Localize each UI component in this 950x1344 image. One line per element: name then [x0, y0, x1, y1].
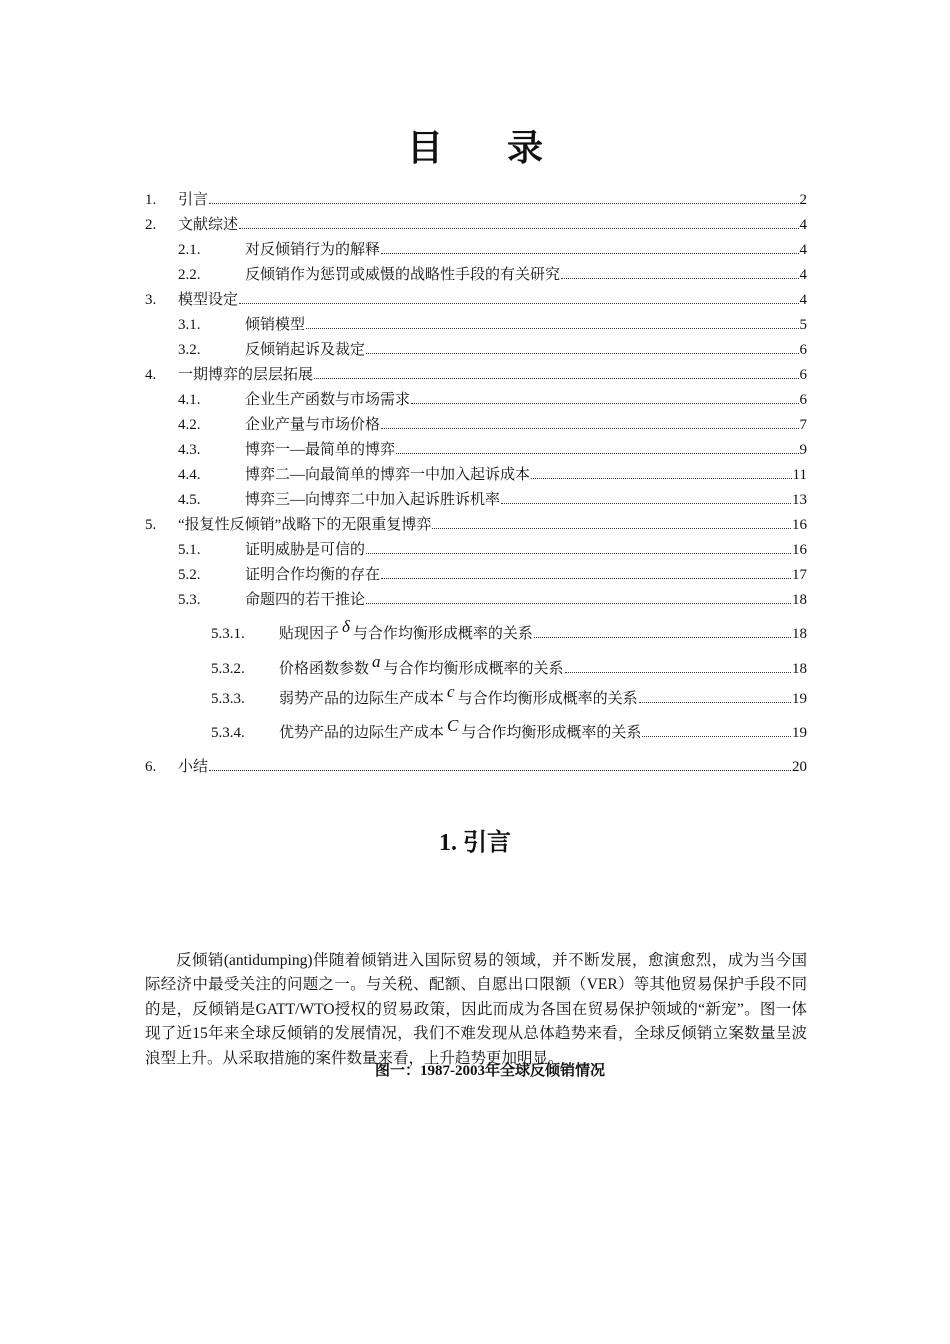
toc-entry[interactable]	[145, 388, 807, 413]
toc-entry[interactable]	[145, 263, 807, 288]
toc-entry-number: 2.	[145, 217, 157, 233]
toc-entry-number: 4.4.	[178, 467, 201, 483]
toc-title-char-2: 录	[507, 128, 544, 168]
toc-entry[interactable]	[145, 513, 807, 538]
toc-entry[interactable]	[145, 338, 807, 363]
toc-entry-label: 博弈三—向博弈二中加入起诉胜诉机率	[245, 492, 501, 508]
toc-entry[interactable]	[145, 413, 807, 438]
label-text: 与合作均衡形成概率的关系	[457, 691, 638, 707]
toc-entry[interactable]	[145, 363, 807, 388]
toc-entry-page: 4	[799, 242, 807, 258]
toc-entry-number: 3.1.	[178, 317, 201, 333]
toc-entry-label: 引言	[178, 192, 209, 208]
dot-leader	[209, 769, 791, 771]
toc-entry-number: 5.3.1.	[211, 626, 245, 642]
toc-entry-number: 6.	[145, 759, 157, 775]
section-heading: 1. 引言	[439, 830, 511, 856]
toc-entry-number: 5.3.4.	[211, 725, 245, 741]
toc-entry[interactable]	[145, 438, 807, 463]
toc-entry-number: 4.3.	[178, 442, 201, 458]
dot-leader	[239, 302, 798, 304]
toc-entry[interactable]	[145, 313, 807, 338]
toc-entry-label: 文献综述	[178, 217, 239, 233]
dot-leader	[501, 502, 791, 504]
toc-entry-page: 11	[792, 467, 807, 483]
toc-entry-label: 反倾销作为惩罚或威慑的战略性手段的有关研究	[245, 267, 561, 283]
dot-leader	[531, 477, 792, 479]
toc-entry-page: 4	[799, 267, 807, 283]
dot-leader	[565, 671, 791, 673]
toc-entry-label	[279, 682, 638, 712]
toc-entry-number: 5.3.3.	[211, 691, 245, 707]
toc-entry-label	[279, 714, 641, 751]
toc-entry-page: 2	[799, 192, 807, 208]
dot-leader	[239, 227, 798, 229]
toc-title	[0, 120, 950, 171]
toc-entry-page: 5	[799, 317, 807, 333]
label-text: 优势产品的边际生产成本	[279, 725, 445, 741]
toc-entry-label: 命题四的若干推论	[245, 592, 366, 608]
toc-entry-page: 18	[792, 592, 807, 608]
toc-entry[interactable]	[145, 615, 807, 650]
toc-entry[interactable]	[145, 714, 807, 749]
toc-entry-number: 2.2.	[178, 267, 201, 283]
toc-entry-label: 博弈一—最简单的博弈	[245, 442, 396, 458]
toc-entry[interactable]	[145, 682, 807, 710]
toc-entry-page: 18	[792, 626, 807, 642]
dot-leader	[306, 327, 798, 329]
label-text: 与合作均衡形成概率的关系	[352, 626, 533, 642]
toc-entry[interactable]	[145, 755, 807, 780]
toc-entry-page: 18	[792, 661, 807, 677]
toc-entry-number: 4.	[145, 367, 157, 383]
toc-entry-number: 4.2.	[178, 417, 201, 433]
math-variable: a	[372, 652, 381, 671]
toc-entry-page: 19	[792, 725, 807, 741]
dot-leader	[366, 552, 791, 554]
toc-entry-label: 证明威胁是可信的	[245, 542, 366, 558]
label-text: 与合作均衡形成概率的关系	[383, 661, 564, 677]
label-text: 弱势产品的边际生产成本	[279, 691, 445, 707]
toc-entry[interactable]	[145, 650, 807, 685]
toc-entry[interactable]	[145, 213, 807, 238]
label-text: 与合作均衡形成概率的关系	[461, 725, 642, 741]
toc-entry-label: 企业生产函数与市场需求	[245, 392, 411, 408]
toc-entry-label: 对反倾销行为的解释	[245, 242, 381, 258]
dot-leader	[366, 352, 798, 354]
toc-entry-label: 证明合作均衡的存在	[245, 567, 381, 583]
dot-leader	[639, 701, 791, 703]
toc-entry-number: 5.1.	[178, 542, 201, 558]
dot-leader	[381, 427, 798, 429]
toc-entry-page: 6	[799, 367, 807, 383]
toc-entry-label	[279, 615, 533, 652]
dot-leader	[381, 577, 791, 579]
toc-entry-page: 13	[792, 492, 807, 508]
dot-leader	[381, 252, 798, 254]
dot-leader	[366, 602, 791, 604]
toc-entry-page: 6	[799, 342, 807, 358]
toc-entry-number: 5.3.	[178, 592, 201, 608]
toc-entry[interactable]	[145, 188, 807, 213]
toc-entry-page: 9	[799, 442, 807, 458]
toc-entry-number: 3.2.	[178, 342, 201, 358]
toc-entry-page: 7	[799, 417, 807, 433]
toc-entry-number: 5.3.2.	[211, 661, 245, 677]
toc-title-char-1: 目	[406, 128, 443, 168]
dot-leader	[314, 377, 798, 379]
toc-entry[interactable]	[145, 563, 807, 588]
label-text: 价格函数参数	[279, 661, 370, 677]
dot-leader	[209, 202, 798, 204]
toc-entry-number: 4.5.	[178, 492, 201, 508]
toc-entry[interactable]	[145, 288, 807, 313]
toc-entry-label: 小结	[178, 759, 209, 775]
toc-entry-page: 20	[792, 759, 807, 775]
toc-entry[interactable]	[145, 588, 807, 613]
toc-entry-page: 4	[799, 217, 807, 233]
dot-leader	[642, 735, 791, 737]
toc-entry-label	[279, 650, 564, 687]
toc-entry-page: 19	[792, 691, 807, 707]
math-variable: c	[447, 682, 455, 701]
toc-entry-label: 企业产量与市场价格	[245, 417, 381, 433]
toc-entry-number: 1.	[145, 192, 157, 208]
toc-entry-label: 模型设定	[178, 292, 239, 308]
toc-entry-label: 倾销模型	[245, 317, 306, 333]
toc-entry-page: 17	[792, 567, 807, 583]
label-text: 贴现因子	[279, 626, 340, 642]
toc-entry-page: 4	[799, 292, 807, 308]
toc-entry-label: 一期博弈的层层拓展	[178, 367, 314, 383]
toc-entry-number: 5.	[145, 517, 157, 533]
dot-leader	[396, 452, 798, 454]
toc-entry-label: “报复性反倾销”战略下的无限重复博弈	[178, 517, 432, 533]
math-variable: δ	[342, 617, 350, 636]
toc-entry-page: 6	[799, 392, 807, 408]
table-of-contents	[145, 188, 807, 780]
toc-entry[interactable]	[145, 488, 807, 513]
body-paragraph: 反倾销(antidumping)伴随着倾销进入国际贸易的领域，并不断发展，愈演愈烈，成为当今国际经济中最受关注的问题之一。与关税、配额、自愿出口限额（VER）等其他贸易保护手段不同的是，反倾销是GATT/WTO授权的贸易政策，因此而成为各国在贸易保护领域的“新宠”。图一体现了近15年来全球反倾销的发展情况，我们不难发现从总体趋势来看，全球反倾销立案数量呈波浪型上升。从采取措施的案件数量来看，上升趋势更加明显。	[145, 951, 807, 1067]
math-variable: C	[447, 716, 459, 735]
toc-entry[interactable]	[145, 538, 807, 563]
dot-leader	[534, 636, 791, 638]
toc-entry[interactable]	[145, 238, 807, 263]
dot-leader	[432, 527, 791, 529]
toc-entry-number: 3.	[145, 292, 157, 308]
toc-entry[interactable]	[145, 463, 807, 488]
toc-entry-number: 2.1.	[178, 242, 201, 258]
toc-entry-label: 反倾销起诉及裁定	[245, 342, 366, 358]
toc-entry-page: 16	[792, 542, 807, 558]
toc-entry-page: 16	[792, 517, 807, 533]
dot-leader	[561, 277, 798, 279]
toc-entry-label: 博弈二—向最简单的博弈一中加入起诉成本	[245, 467, 531, 483]
toc-entry-number: 5.2.	[178, 567, 201, 583]
figure-caption: 图一：1987-2003年全球反倾销情况	[375, 1063, 605, 1079]
toc-entry-number: 4.1.	[178, 392, 201, 408]
dot-leader	[411, 402, 798, 404]
